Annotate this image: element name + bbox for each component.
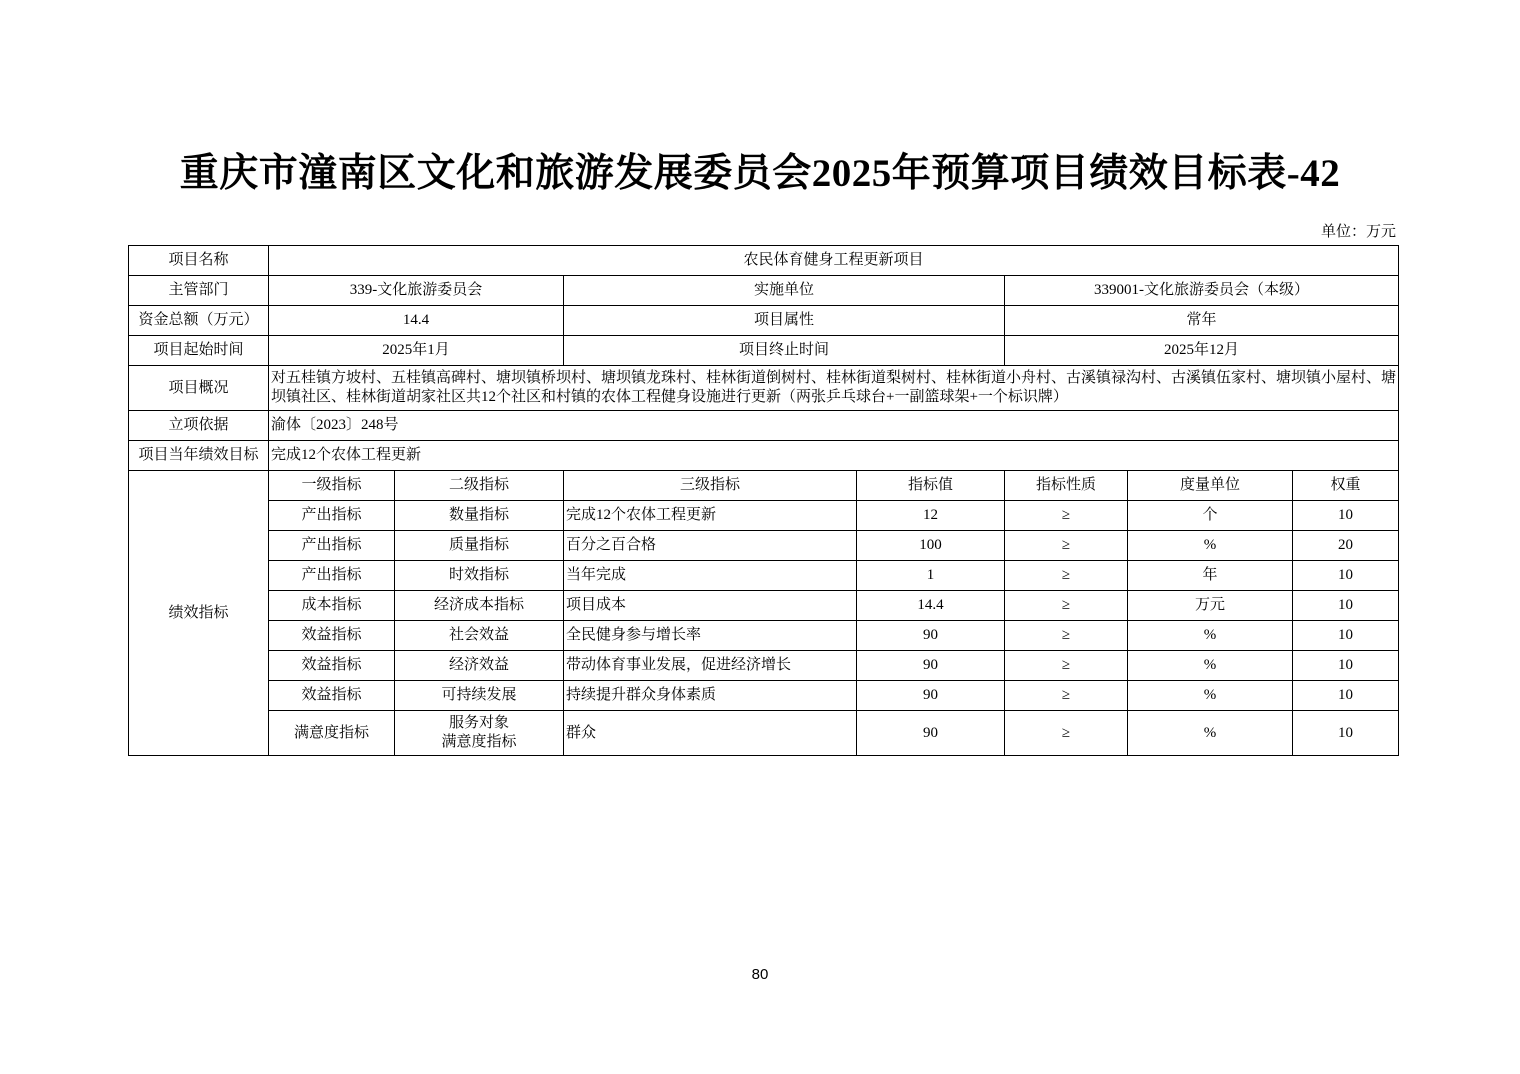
weight-cell: 10 bbox=[1293, 501, 1399, 531]
row-summary bbox=[129, 366, 1399, 411]
row-basis bbox=[129, 411, 1399, 441]
level3-cell: 带动体育事业发展，促进经济增长 bbox=[564, 651, 857, 681]
level2-cell: 质量指标 bbox=[395, 531, 564, 561]
row-project-name bbox=[129, 246, 1399, 276]
header-level2: 二级指标 bbox=[395, 471, 564, 501]
unit-cell: 个 bbox=[1128, 501, 1293, 531]
nature-cell: ≥ bbox=[1005, 681, 1128, 711]
value-cell: 90 bbox=[857, 651, 1005, 681]
header-unit: 度量单位 bbox=[1128, 471, 1293, 501]
start-label: 项目起始时间 bbox=[129, 336, 269, 366]
table-row-satisfaction bbox=[129, 711, 1399, 756]
level3-cell: 全民健身参与增长率 bbox=[564, 621, 857, 651]
value-cell: 100 bbox=[857, 531, 1005, 561]
perf-header-row bbox=[129, 471, 1399, 501]
fund-label: 资金总额（万元） bbox=[129, 306, 269, 336]
unit-cell: % bbox=[1128, 651, 1293, 681]
level2-cell: 时效指标 bbox=[395, 561, 564, 591]
level3-cell: 百分之百合格 bbox=[564, 531, 857, 561]
table-row bbox=[129, 681, 1399, 711]
end-label: 项目终止时间 bbox=[564, 336, 1005, 366]
unit-cell: % bbox=[1128, 711, 1293, 756]
weight-cell: 20 bbox=[1293, 531, 1399, 561]
impl-label: 实施单位 bbox=[564, 276, 1005, 306]
nature-cell: ≥ bbox=[1005, 561, 1128, 591]
start-value: 2025年1月 bbox=[269, 336, 564, 366]
level3-cell: 持续提升群众身体素质 bbox=[564, 681, 857, 711]
nature-cell: ≥ bbox=[1005, 651, 1128, 681]
weight-cell: 10 bbox=[1293, 621, 1399, 651]
page-number: 80 bbox=[751, 966, 769, 983]
level2-line1: 服务对象 bbox=[448, 715, 509, 731]
unit-cell: 年 bbox=[1128, 561, 1293, 591]
page-title: 重庆市潼南区文化和旅游发展委员会2025年预算项目绩效目标表-42 bbox=[179, 152, 1341, 195]
value-cell: 12 bbox=[857, 501, 1005, 531]
level2-cell: 社会效益 bbox=[395, 621, 564, 651]
project-name-value: 农民体育健身工程更新项目 bbox=[269, 246, 1399, 276]
dept-label: 主管部门 bbox=[129, 276, 269, 306]
basis-value: 渝体〔2023〕248号 bbox=[269, 411, 1399, 441]
unit-cell: % bbox=[1128, 681, 1293, 711]
level1-cell: 效益指标 bbox=[269, 681, 395, 711]
level2-cell: 经济效益 bbox=[395, 651, 564, 681]
level1-cell: 产出指标 bbox=[269, 561, 395, 591]
header-weight: 权重 bbox=[1293, 471, 1399, 501]
row-dept bbox=[129, 276, 1399, 306]
header-level1: 一级指标 bbox=[269, 471, 395, 501]
table-row bbox=[129, 561, 1399, 591]
table-row bbox=[129, 531, 1399, 561]
dept-value: 339-文化旅游委员会 bbox=[269, 276, 564, 306]
end-value: 2025年12月 bbox=[1005, 336, 1399, 366]
summary-value: 对五桂镇方坡村、五桂镇高碑村、塘坝镇桥坝村、塘坝镇龙珠村、桂林街道倒树村、桂林街道梨树村、桂林街道小舟村、古溪镇禄沟村、古溪镇伍家村、塘坝镇小屋村、塘坝镇社区、桂林街道胡家社区共12个社区和村镇的农体工程健身设施进行更新（两张乒乓球台+一副篮球架+一个标识牌） bbox=[269, 366, 1399, 411]
weight-cell: 10 bbox=[1293, 561, 1399, 591]
nature-cell: ≥ bbox=[1005, 711, 1128, 756]
level1-cell: 效益指标 bbox=[269, 621, 395, 651]
value-cell: 1 bbox=[857, 561, 1005, 591]
nature-cell: ≥ bbox=[1005, 531, 1128, 561]
nature-cell: ≥ bbox=[1005, 621, 1128, 651]
impl-value: 339001-文化旅游委员会（本级） bbox=[1005, 276, 1399, 306]
unit-cell: % bbox=[1128, 621, 1293, 651]
unit-cell: 万元 bbox=[1128, 591, 1293, 621]
unit-note: 单位：万元 bbox=[1320, 224, 1396, 240]
nature-cell: ≥ bbox=[1005, 591, 1128, 621]
performance-table bbox=[128, 245, 1399, 756]
unit-cell: % bbox=[1128, 531, 1293, 561]
perf-label: 绩效指标 bbox=[129, 471, 269, 756]
level1-cell: 效益指标 bbox=[269, 651, 395, 681]
level2-cell: 数量指标 bbox=[395, 501, 564, 531]
level1-cell: 满意度指标 bbox=[269, 711, 395, 756]
level2-cell: 经济成本指标 bbox=[395, 591, 564, 621]
weight-cell: 10 bbox=[1293, 651, 1399, 681]
table-row bbox=[129, 501, 1399, 531]
attr-value: 常年 bbox=[1005, 306, 1399, 336]
attr-label: 项目属性 bbox=[564, 306, 1005, 336]
header-level3: 三级指标 bbox=[564, 471, 857, 501]
summary-label: 项目概况 bbox=[129, 366, 269, 411]
header-value: 指标值 bbox=[857, 471, 1005, 501]
level3-cell: 群众 bbox=[564, 711, 857, 756]
level1-cell: 产出指标 bbox=[269, 501, 395, 531]
weight-cell: 10 bbox=[1293, 591, 1399, 621]
level3-cell: 完成12个农体工程更新 bbox=[564, 501, 857, 531]
level2-cell: 可持续发展 bbox=[395, 681, 564, 711]
level3-cell: 当年完成 bbox=[564, 561, 857, 591]
fund-value: 14.4 bbox=[269, 306, 564, 336]
table-row bbox=[129, 651, 1399, 681]
table-row bbox=[129, 621, 1399, 651]
level1-cell: 产出指标 bbox=[269, 531, 395, 561]
level2-cell bbox=[395, 711, 564, 756]
value-cell: 90 bbox=[857, 681, 1005, 711]
row-fund bbox=[129, 306, 1399, 336]
level2-line2: 满意度指标 bbox=[441, 734, 517, 750]
value-cell: 90 bbox=[857, 621, 1005, 651]
value-cell: 90 bbox=[857, 711, 1005, 756]
project-name-label: 项目名称 bbox=[129, 246, 269, 276]
row-goal bbox=[129, 441, 1399, 471]
header-nature: 指标性质 bbox=[1005, 471, 1128, 501]
row-time bbox=[129, 336, 1399, 366]
weight-cell: 10 bbox=[1293, 711, 1399, 756]
goal-value: 完成12个农体工程更新 bbox=[269, 441, 1399, 471]
basis-label: 立项依据 bbox=[129, 411, 269, 441]
value-cell: 14.4 bbox=[857, 591, 1005, 621]
weight-cell: 10 bbox=[1293, 681, 1399, 711]
level3-cell: 项目成本 bbox=[564, 591, 857, 621]
table-row bbox=[129, 591, 1399, 621]
goal-label: 项目当年绩效目标 bbox=[129, 441, 269, 471]
nature-cell: ≥ bbox=[1005, 501, 1128, 531]
level1-cell: 成本指标 bbox=[269, 591, 395, 621]
